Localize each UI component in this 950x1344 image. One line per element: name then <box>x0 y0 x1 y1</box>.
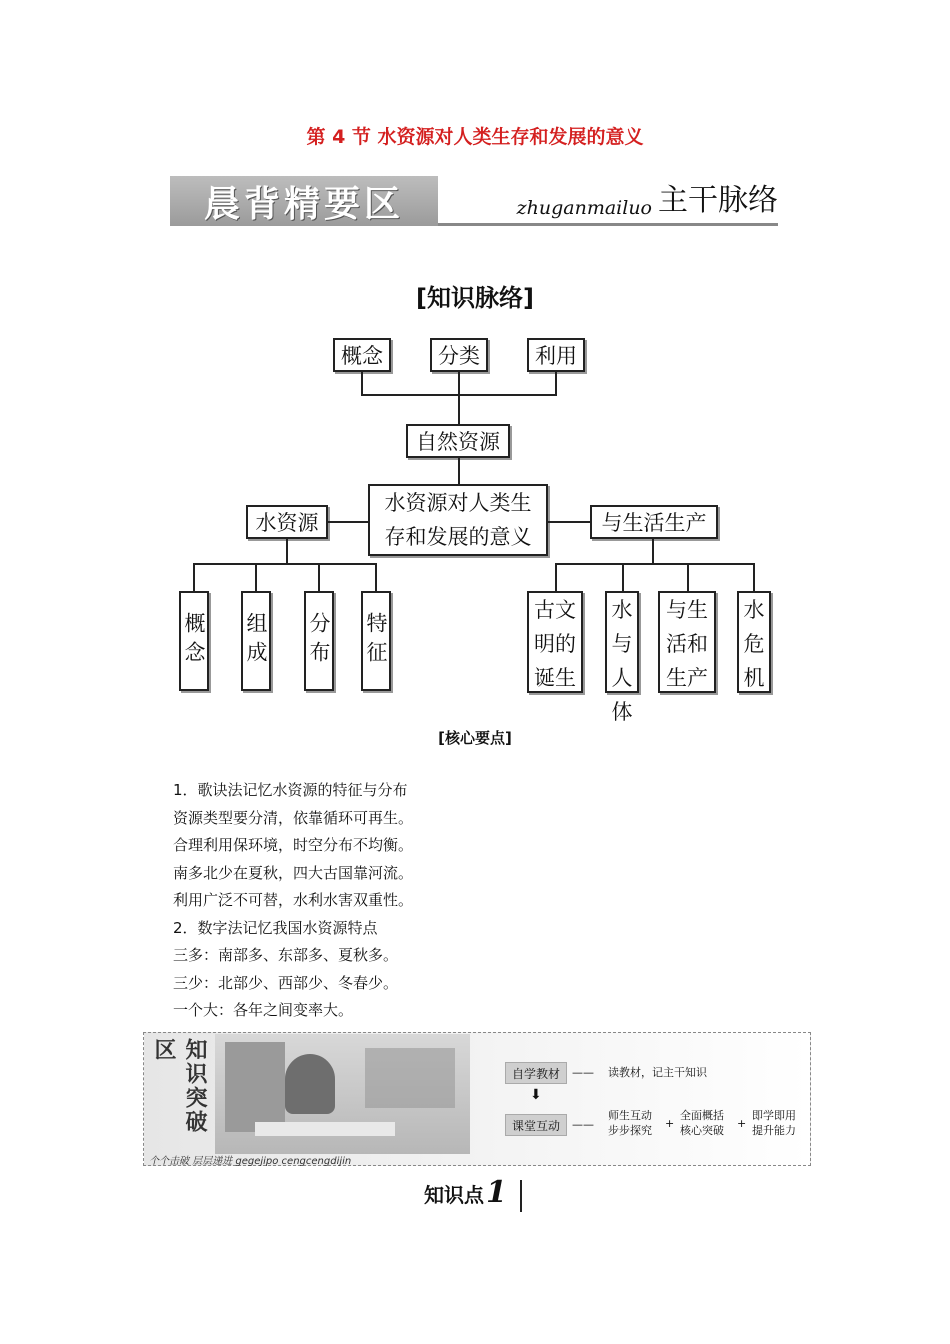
core-line: 一个大：各年之间变率大。 <box>173 1001 354 1019</box>
step-classroom: 课堂互动 <box>505 1114 567 1136</box>
panel-side-title: 知识突破区 <box>151 1038 207 1134</box>
box-concept: 概念 <box>333 338 391 372</box>
connector <box>255 563 257 591</box>
core-line: 三少：北部少、西部少、冬春少。 <box>173 973 399 992</box>
leaf-water-body: 水与人体 <box>605 591 639 693</box>
leaf-characteristics: 特征 <box>361 591 391 691</box>
core-line: 1．歌诀法记忆水资源的特征与分布 <box>173 781 408 799</box>
connector <box>318 563 320 591</box>
banner-right <box>438 176 778 226</box>
knowledge-map-heading: [知识脉络] <box>416 284 534 312</box>
leaf-ancient-civilization: 古文明的诞生 <box>527 591 583 693</box>
knowledge-point-number: 1 <box>486 1175 507 1210</box>
panel-item <box>608 1108 652 1138</box>
connector <box>652 539 654 563</box>
box-utilization: 利用 <box>527 338 585 372</box>
knowledge-point-label: 知识点 <box>424 1183 484 1207</box>
core-line: 三多：南部多、东部多、夏秋多。 <box>173 946 399 964</box>
step-self-study-desc: 读教材，记主干知识 <box>608 1066 707 1079</box>
panel-item <box>752 1108 796 1138</box>
connector <box>458 394 460 424</box>
box-center-topic: 水资源对人类生存和发展的意义 <box>368 484 548 556</box>
bookshelf <box>225 1042 285 1132</box>
leaf-distribution: 分布 <box>304 591 334 691</box>
library-photo <box>215 1034 470 1154</box>
dash: —— <box>572 1066 594 1079</box>
core-line: 南多北少在夏秋，四大古国靠河流。 <box>173 863 414 882</box>
core-line: 2．数字法记忆我国水资源特点 <box>173 918 378 937</box>
leaf-composition: 组成 <box>241 591 271 691</box>
banner-right-label: 主干脉络 <box>658 183 778 218</box>
connector <box>753 563 755 591</box>
connector <box>193 563 195 591</box>
leaf-life-and-production: 与生活和生产 <box>658 591 716 693</box>
connector <box>555 563 755 565</box>
leaf-water-crisis: 水危机 <box>737 591 771 693</box>
connector <box>286 539 288 563</box>
panel-item-line: 核心突破 <box>680 1124 724 1137</box>
panel-item <box>680 1108 724 1138</box>
knowledge-point-heading <box>424 1175 507 1210</box>
step-self-study: 自学教材 <box>505 1062 567 1084</box>
dash: —— <box>572 1118 594 1131</box>
connector <box>375 563 377 591</box>
box-natural-resource: 自然资源 <box>406 424 510 458</box>
panel-footer: 个个击破 层层递进 gegejipo cengcengdijin <box>149 1156 352 1167</box>
box-water-resource: 水资源 <box>246 505 328 539</box>
panel-item-line: 全面概括 <box>680 1109 724 1122</box>
open-book <box>255 1122 395 1136</box>
student-figure <box>285 1054 335 1114</box>
connector <box>548 521 590 523</box>
page-title: 第 4 节 水资源对人类生存和发展的意义 <box>306 126 644 148</box>
panel-item-line: 即学即用 <box>752 1109 796 1122</box>
box-life-production: 与生活生产 <box>590 505 718 539</box>
connector <box>555 372 557 396</box>
connector <box>193 563 377 565</box>
leaf-concept: 概念 <box>179 591 209 691</box>
core-line: 合理利用保环境，时空分布不均衡。 <box>173 836 414 854</box>
core-line: 利用广泛不可替，水利水害双重性。 <box>173 891 414 909</box>
connector <box>687 563 689 591</box>
banner-left-label: 晨背精要区 <box>170 176 438 226</box>
core-line: 资源类型要分清，依靠循环可再生。 <box>173 808 414 827</box>
connector <box>361 372 363 396</box>
connector <box>458 372 460 396</box>
box-classification: 分类 <box>430 338 488 372</box>
core-points-heading: [核心要点] <box>438 729 512 747</box>
banner-pinyin: zhuganmailuo <box>516 197 652 219</box>
connector <box>622 563 624 591</box>
arrow-down-icon: ⬇ <box>530 1087 542 1103</box>
core-points-text <box>173 777 773 1025</box>
plus-icon: + <box>665 1117 675 1130</box>
bookshelf <box>365 1048 455 1108</box>
plus-icon: + <box>737 1117 747 1130</box>
connector <box>555 563 557 591</box>
connector <box>458 458 460 484</box>
connector <box>328 521 368 523</box>
panel-item-line: 师生互动 <box>608 1109 652 1122</box>
panel-item-line: 步步探究 <box>608 1124 652 1137</box>
panel-item-line: 提升能力 <box>752 1124 796 1137</box>
knowledge-point-rule <box>520 1180 522 1212</box>
